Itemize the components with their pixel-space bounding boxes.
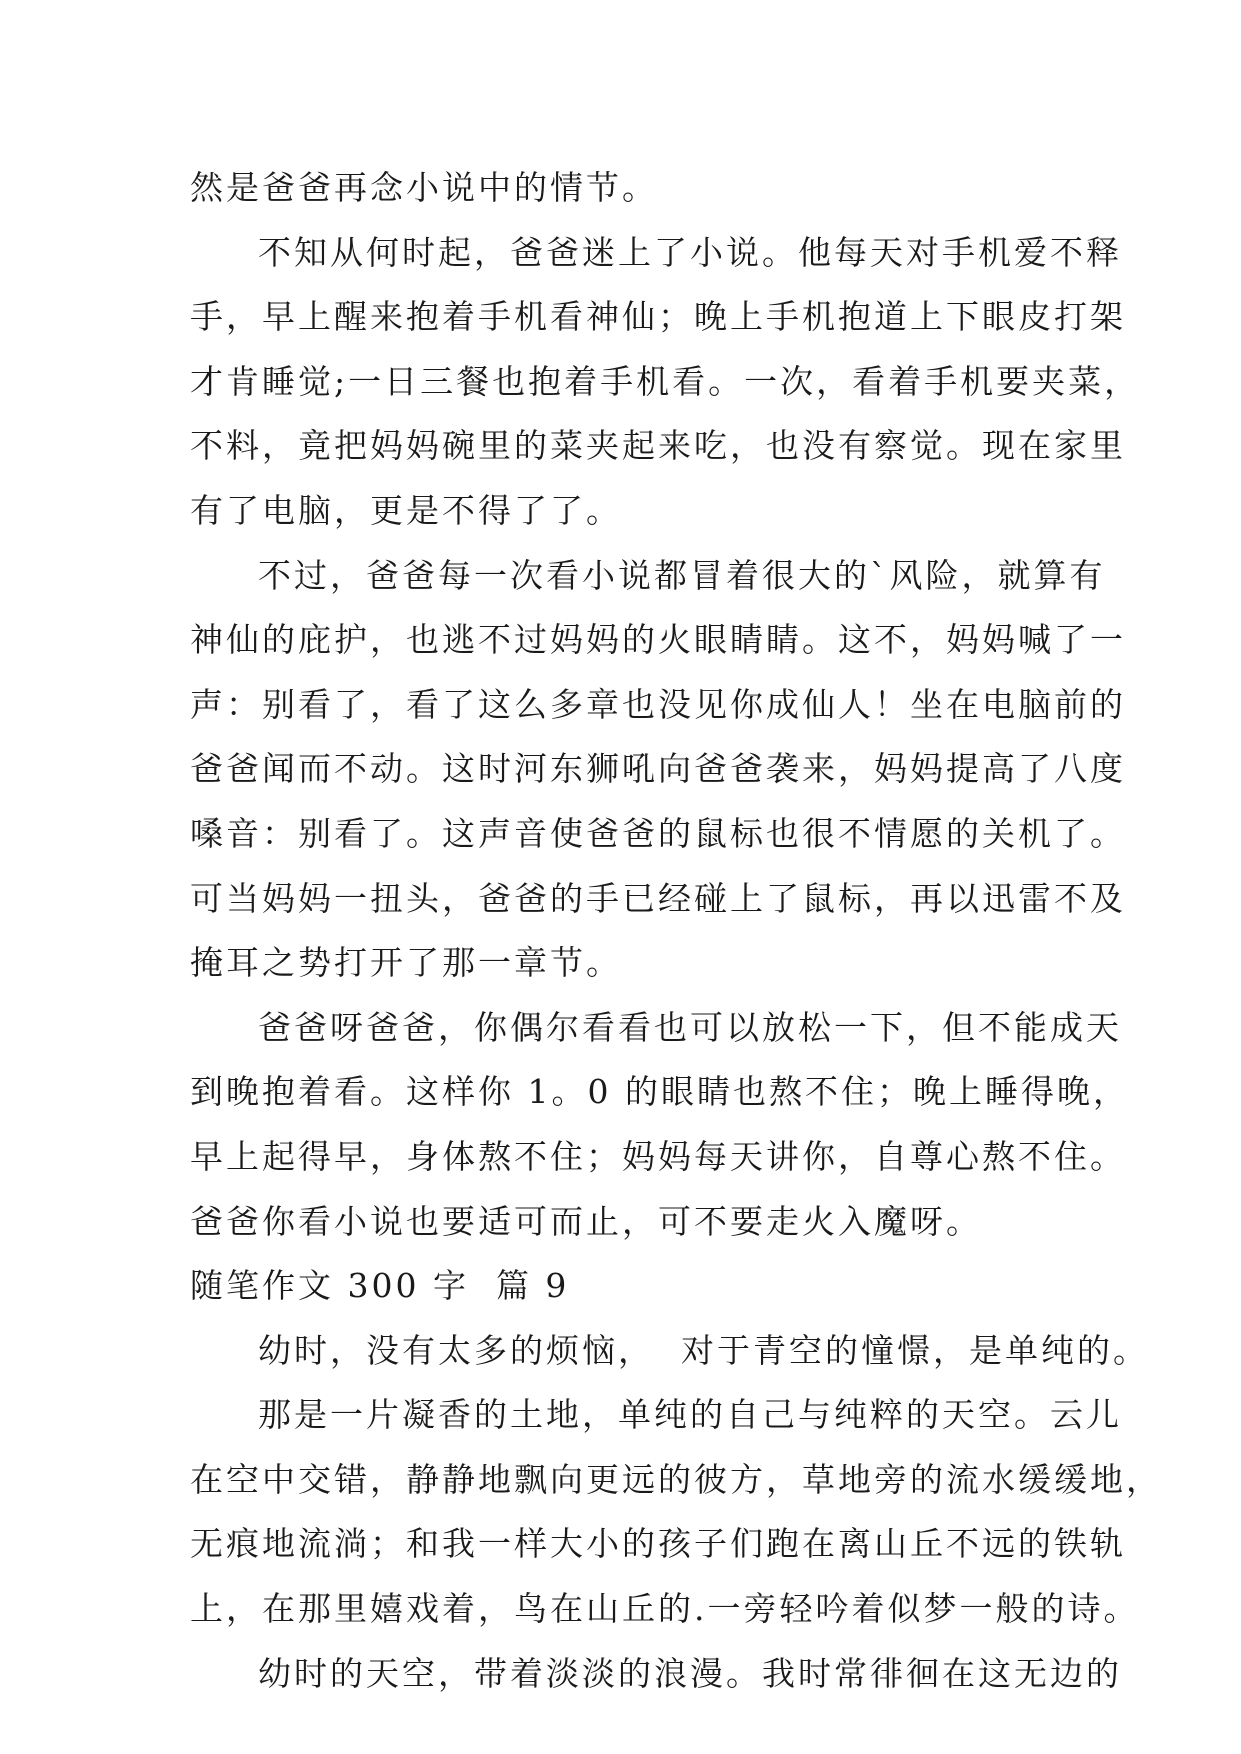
text-line: 无痕地流淌；和我一样大小的孩子们跑在离山丘不远的铁轨 — [190, 1524, 1126, 1564]
text-line: 到晚抱着看。这样你 1。0 的眼睛也熬不住；晚上睡得晚， — [190, 1072, 1129, 1112]
text-line: 不知从何时起，爸爸迷上了小说。他每天对手机爱不释 — [258, 232, 1122, 272]
text-line: 那是一片凝香的土地，单纯的自己与纯粹的天空。云儿 — [258, 1395, 1122, 1435]
text-line: 不过，爸爸每一次看小说都冒着很大的`风险，就算有 — [258, 555, 1106, 595]
text-line: 有了电脑，更是不得了了。 — [190, 490, 622, 530]
section-heading: 随笔作文 300 字 篇 9 — [190, 1266, 570, 1306]
text-line: 幼时，没有太多的烦恼， 对于青空的憧憬，是单纯的。 — [258, 1330, 1149, 1370]
text-line: 早上起得早，身体熬不住；妈妈每天讲你，自尊心熬不住。 — [190, 1136, 1126, 1176]
text-line: 爸爸呀爸爸，你偶尔看看也可以放松一下，但不能成天 — [258, 1007, 1122, 1047]
text-line: 神仙的庇护，也逃不过妈妈的火眼睛睛。这不，妈妈喊了一 — [190, 620, 1126, 660]
text-line: 在空中交错，静静地飘向更远的彼方，草地旁的流水缓缓地， — [190, 1459, 1162, 1499]
text-line: 手，早上醒来抱着手机看神仙；晚上手机抱道上下眼皮打架 — [190, 297, 1126, 337]
text-line: 可当妈妈一扭头，爸爸的手已经碰上了鼠标，再以迅雷不及 — [190, 878, 1126, 918]
text-line: 爸爸闻而不动。这时河东狮吼向爸爸袭来，妈妈提高了八度 — [190, 749, 1126, 789]
essay-text — [190, 156, 1162, 1706]
text-line: 不料，竟把妈妈碗里的菜夹起来吃，也没有察觉。现在家里 — [190, 426, 1126, 466]
text-line: 幼时的天空，带着淡淡的浪漫。我时常徘徊在这无边的 — [258, 1653, 1122, 1693]
text-line: 然是爸爸再念小说中的情节。 — [190, 168, 658, 207]
text-line: 爸爸你看小说也要适可而止，可不要走火入魔呀。 — [190, 1201, 982, 1241]
text-line: 才肯睡觉;一日三餐也抱着手机看。一次，看着手机要夹菜， — [190, 361, 1141, 401]
text-line: 声：别看了，看了这么多章也没见你成仙人！坐在电脑前的 — [190, 684, 1126, 724]
text-line: 掩耳之势打开了那一章节。 — [190, 943, 622, 983]
text-line: 嗓音：别看了。这声音使爸爸的鼠标也很不情愿的关机了。 — [190, 813, 1126, 853]
text-line: 上，在那里嬉戏着，鸟在山丘的.一旁轻吟着似梦一般的诗。 — [190, 1589, 1140, 1629]
